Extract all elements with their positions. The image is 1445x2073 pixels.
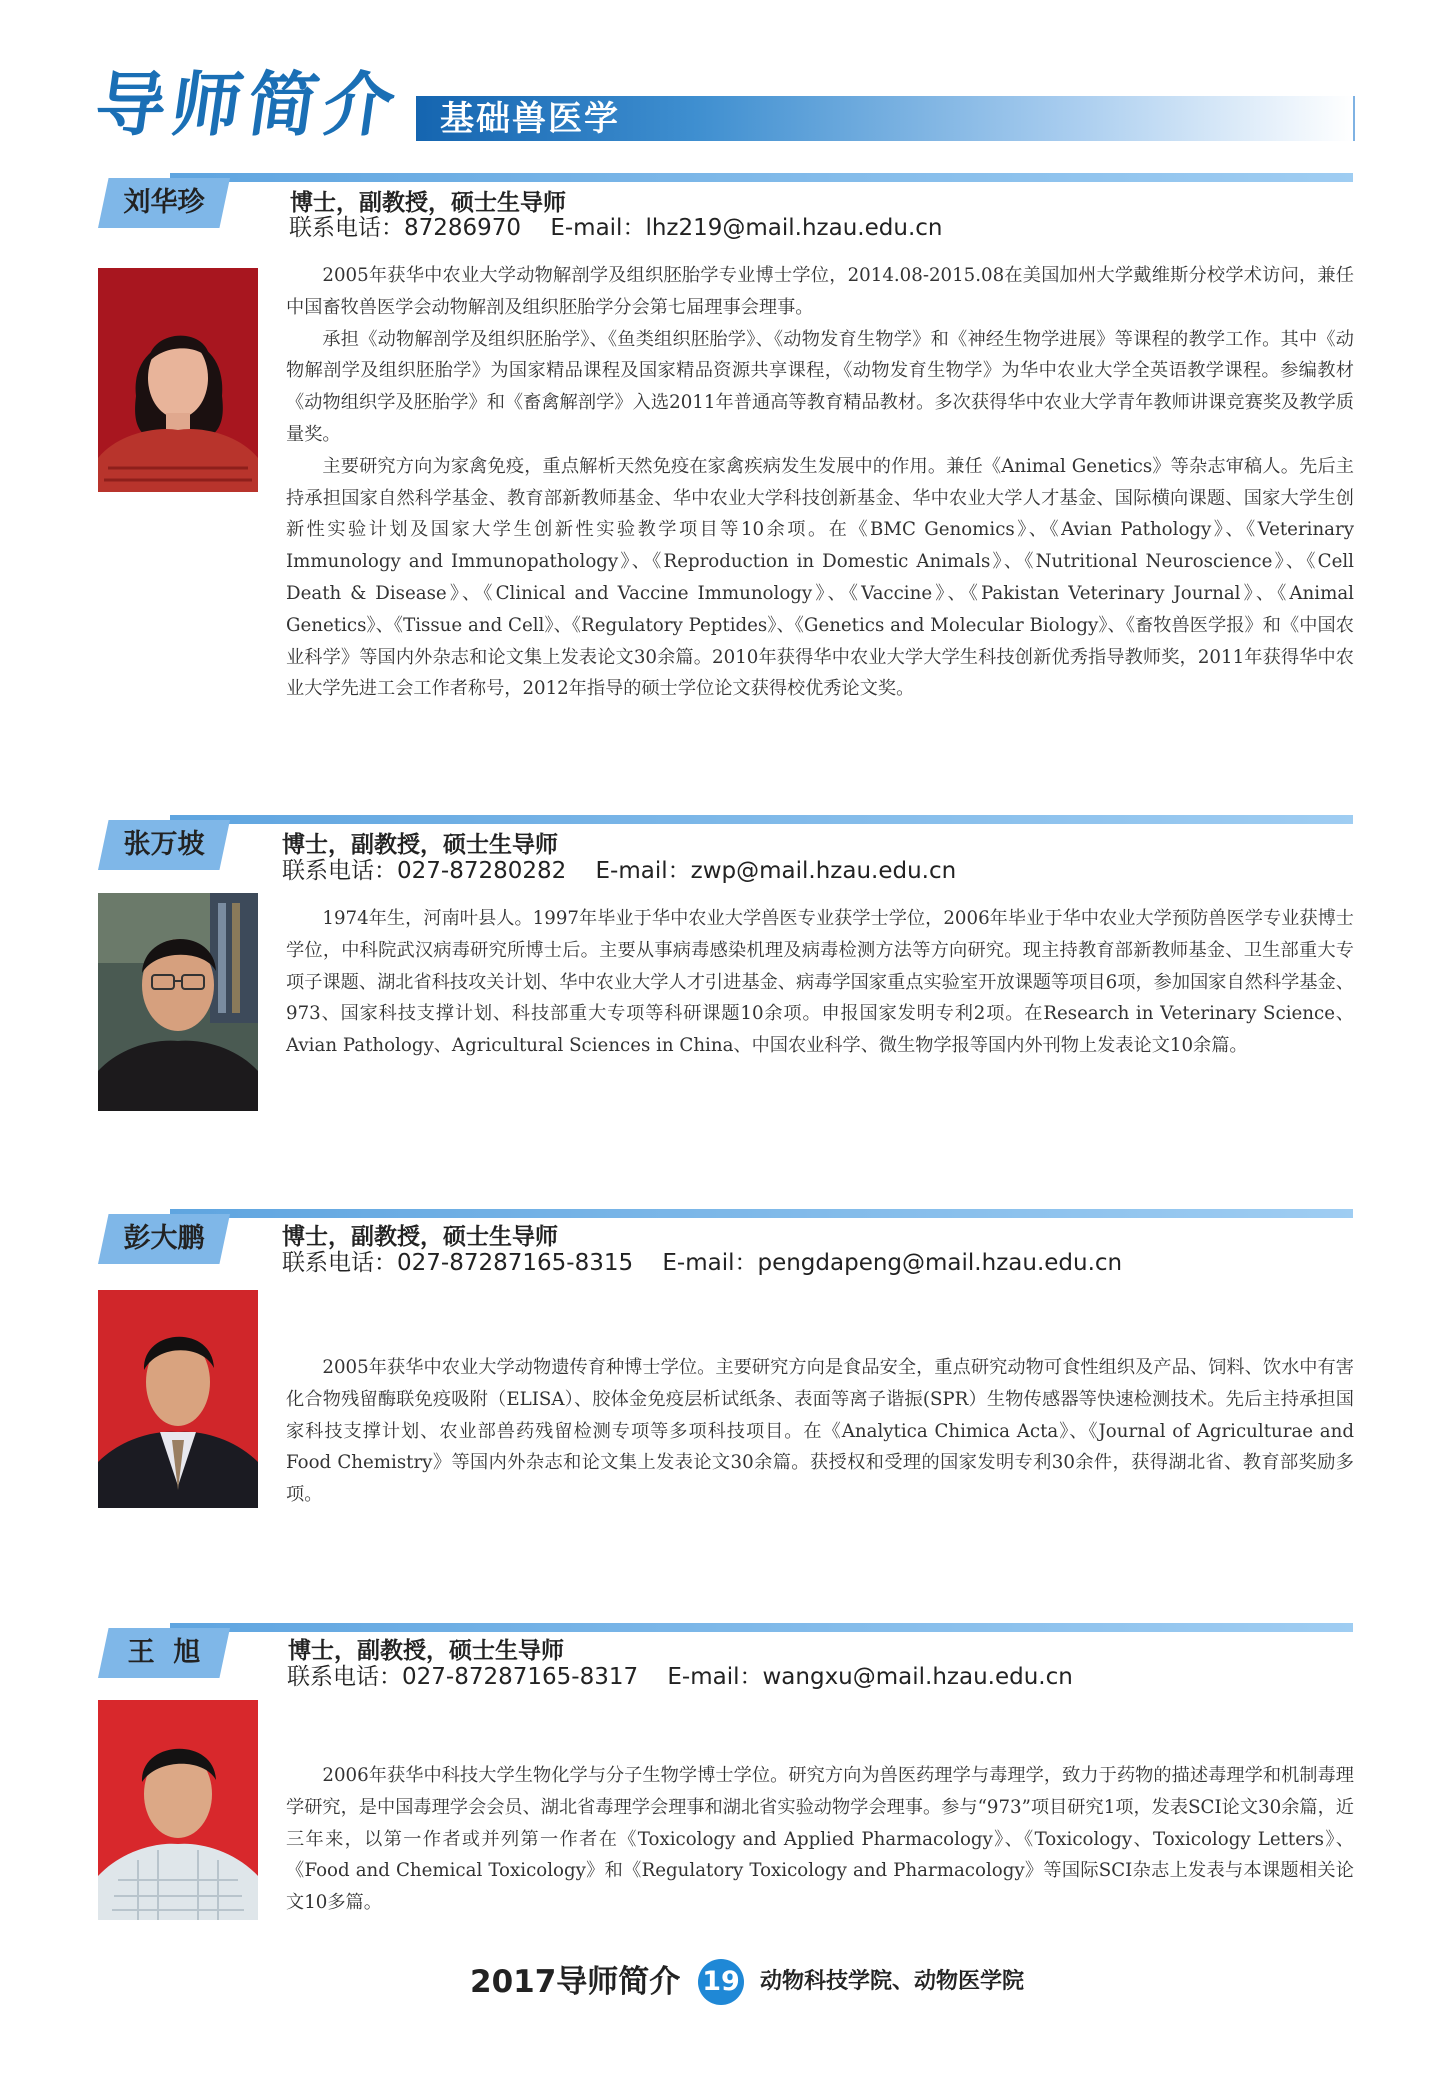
email-address[interactable]: wangxu@mail.hzau.edu.cn (762, 1664, 1073, 1690)
advisor-bio (286, 1760, 1354, 1919)
email-label: E-mail： (662, 1250, 758, 1276)
advisor-bio (286, 903, 1354, 1062)
advisor-photo (98, 1700, 258, 1920)
phone-number: 027-87280282 (397, 858, 567, 884)
section-rule (170, 1623, 1353, 1632)
advisor-name: 刘华珍 (123, 187, 205, 218)
advisor-title: 博士，副教授，硕士生导师 (282, 832, 558, 858)
email-label: E-mail： (595, 858, 691, 884)
bio-paragraph: 2005年获华中农业大学动物遗传育种博士学位。主要研究方向是食品安全，重点研究动物可食性组织及产品、饲料、饮水中有害化合物残留酶联免疫吸附（ELISA）、胶体金免疫层析试纸条、表面等离子谐振(SPR）生物传感器等快速检测技术。先后主持承担国家科技支撑计划、农业部兽药残留检测专项等多项科技项目。在《Analytica Chimica Acta》、《Journal of Agriculturae and Food Chemistry》等国内外杂志和论文集上发表论文30余篇。获授权和受理的国家发明专利30余件，获得湖北省、教育部奖励多项。 (286, 1357, 1354, 1506)
advisor-photo (98, 1290, 258, 1508)
advisor-name: 彭大鹏 (123, 1223, 205, 1254)
section-rule (170, 1209, 1353, 1218)
bio-paragraph: 主要研究方向为家禽免疫，重点解析天然免疫在家禽疾病发生发展中的作用。兼任《Animal Genetics》等杂志审稿人。先后主持承担国家自然科学基金、教育部新教师基金、华中农业大学科技创新基金、华中农业大学人才基金、国际横向课题、国家大学生创新性实验计划及国家大学生创新性实验教学项目等10余项。在《BMC Genomics》、《Avian Pathology》、《Veterinary Immunology and Immunopathology》、《Reproduction in Domestic Animals》、《Nutritional Neuroscience》、《Cell Death & Disease》、《Clinical and Vaccine Immunology》、《Vaccine》、《Pakistan Veterinary Journal》、《Animal Genetics》、《Tissue and Cell》、《Regulatory Peptides》、《Genetics and Molecular Biology》、《畜牧兽医学报》和《中国农业科学》等国内外杂志和论文集上发表论文30余篇。2010年获得华中农业大学大学生科技创新优秀指导教师奖，2011年获得华中农业大学先进工会工作者称号，2012年指导的硕士学位论文获得校优秀论文奖。 (286, 455, 1354, 700)
bio-paragraph: 1974年生，河南叶县人。1997年毕业于华中农业大学兽医专业获学士学位，2006年毕业于华中农业大学预防兽医学专业获博士学位，中科院武汉病毒研究所博士后。主要从事病毒感染机理及病毒检测方法等方向研究。现主持教育部新教师基金、卫生部重大专项子课题、湖北省科技攻关计划、华中农业大学人才引进基金、病毒学国家重点实验室开放课题等项目6项，参加国家自然科学基金、973、国家科技支撑计划、科技部重大专项等科研课题10余项。申报国家发明专利2项。在Research in Veterinary Science、Avian Pathology、Agricultural Sciences in China、中国农业科学、微生物学报等国内外刊物上发表论文10余篇。 (286, 908, 1354, 1057)
advisor-title: 博士，副教授，硕士生导师 (288, 1638, 564, 1664)
email-address[interactable]: pengdapeng@mail.hzau.edu.cn (757, 1250, 1123, 1276)
subject-label: 基础兽医学 (440, 99, 620, 139)
section-rule (170, 173, 1353, 182)
bio-paragraph: 承担《动物解剖学及组织胚胎学》、《鱼类组织胚胎学》、《动物发育生物学》和《神经生物学进展》等课程的教学工作。其中《动物解剖学及组织胚胎学》为国家精品课程及国家精品资源共享课程，《动物发育生物学》为华中农业大学全英语教学课程。参编教材《动物组织学及胚胎学》和《畜禽解剖学》入选2011年普通高等教育精品教材。多次获得华中农业大学青年教师讲课竞赛奖及教学质量奖。 (286, 328, 1354, 445)
footer-college: 动物科技学院、动物医学院 (760, 1969, 1025, 1994)
contact-line (282, 1249, 1122, 1277)
advisor-name: 张万坡 (123, 829, 205, 860)
section-rule (170, 815, 1353, 824)
advisor-bio (286, 1352, 1354, 1511)
email-address[interactable]: zwp@mail.hzau.edu.cn (690, 858, 957, 884)
contact-line (282, 857, 956, 885)
advisor-title: 博士，副教授，硕士生导师 (290, 190, 566, 216)
phone-number: 027-87287165-8317 (402, 1664, 639, 1690)
email-label: E-mail： (550, 215, 646, 241)
advisor-bio (286, 260, 1354, 705)
advisor-name: 王 旭 (127, 1637, 201, 1668)
bio-paragraph: 2006年获华中科技大学生物化学与分子生物学博士学位。研究方向为兽医药理学与毒理学，致力于药物的描述毒理学和机制毒理学研究，是中国毒理学会会员、湖北省毒理学会理事和湖北省实验动物学会理事。参与“973”项目研究1项，发表SCI论文30余篇，近三年来，以第一作者或并列第一作者在《Toxicology and Applied Pharmacology》、《Toxicology、Toxicology Letters》、《Food and Chemical Toxicology》和《Regulatory Toxicology and Pharmacology》等国际SCI杂志上发表与本课题相关论文10多篇。 (286, 1765, 1354, 1914)
email-label: E-mail： (667, 1664, 763, 1690)
phone-label: 联系电话： (289, 215, 404, 241)
contact-line (287, 1663, 1073, 1691)
page-number: 19 (698, 1959, 744, 2005)
advisor-photo (98, 268, 258, 492)
contact-line (289, 214, 942, 242)
page-title: 导师简介 (90, 64, 406, 146)
phone-label: 联系电话： (282, 1250, 397, 1276)
phone-label: 联系电话： (287, 1664, 402, 1690)
phone-label: 联系电话： (282, 858, 397, 884)
advisor-title: 博士，副教授，硕士生导师 (282, 1224, 558, 1250)
bio-paragraph: 2005年获华中农业大学动物解剖学及组织胚胎学专业博士学位，2014.08-2015.08在美国加州大学戴维斯分校学术访问，兼任中国畜牧兽医学会动物解剖及组织胚胎学分会第七届理事会理事。 (286, 265, 1354, 318)
phone-number: 027-87287165-8315 (397, 1250, 634, 1276)
email-address[interactable]: lhz219@mail.hzau.edu.cn (645, 215, 943, 241)
footer-title: 2017导师简介 (470, 1964, 681, 2000)
phone-number: 87286970 (404, 215, 522, 241)
advisor-photo (98, 893, 258, 1111)
